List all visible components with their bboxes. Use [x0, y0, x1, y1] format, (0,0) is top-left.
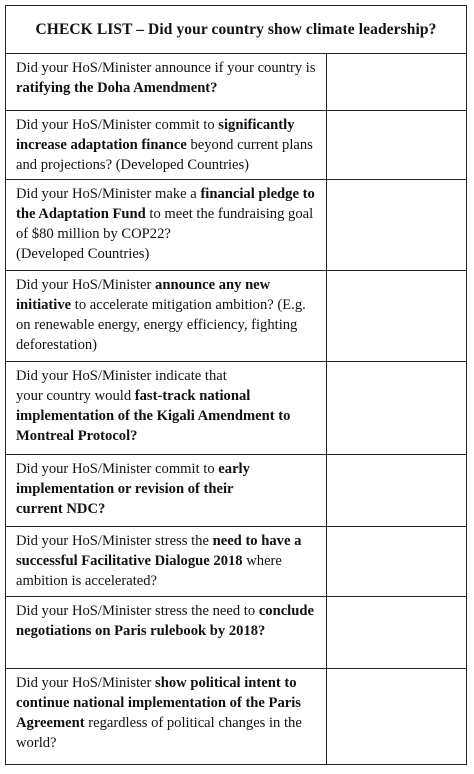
question-text: where ambition is accelerated?	[16, 553, 282, 589]
checklist-row	[6, 271, 466, 362]
question-text: Did your HoS/Minister commit to	[16, 117, 219, 133]
row-question	[6, 111, 327, 179]
question-emphasis: need to have a successful Facilitative Dialogue 2018	[16, 533, 302, 569]
question-emphasis: show political intent to continue national implementation of the Paris Agreement	[16, 675, 301, 731]
question-emphasis: early implementation or revision of their	[16, 461, 250, 497]
answer-cell[interactable]	[327, 54, 466, 110]
question-emphasis: fast-track national implementation of the Kigali Amendment to Montreal Protocol?	[16, 388, 291, 444]
answer-cell[interactable]	[327, 362, 466, 454]
answer-cell[interactable]	[327, 271, 466, 361]
row-question	[6, 455, 327, 526]
checklist-title: CHECK LIST – Did your country show climate leadership?	[6, 6, 466, 54]
checklist-row	[6, 455, 466, 527]
question-text: Did your HoS/Minister	[16, 277, 156, 293]
answer-cell[interactable]	[327, 669, 466, 764]
row-question	[6, 180, 327, 270]
question-emphasis: conclude negotiations on Paris rulebook by 2018?	[16, 603, 314, 639]
checklist-row	[6, 362, 466, 455]
question-text: Did your HoS/Minister announce if your country is	[16, 60, 316, 76]
question-text: Did your HoS/Minister stress the need to	[16, 603, 259, 619]
question-text: beyond current plans and projections? (Developed Countries)	[16, 137, 313, 173]
checklist-row	[6, 54, 466, 111]
question-text: Did your HoS/Minister indicate that	[16, 368, 227, 384]
checklist-row	[6, 669, 466, 764]
answer-cell[interactable]	[327, 455, 466, 526]
checklist-row	[6, 597, 466, 669]
question-text: to meet the fundraising goal of $80 million by COP22?	[16, 206, 314, 242]
question-emphasis: current NDC?	[16, 501, 106, 517]
question-text: Did your HoS/Minister commit to	[16, 461, 219, 477]
row-question	[6, 669, 327, 764]
answer-cell[interactable]	[327, 527, 466, 596]
answer-cell[interactable]	[327, 597, 466, 668]
question-text: Did your HoS/Minister	[16, 675, 156, 691]
question-text: regardless of political changes in the world?	[16, 715, 302, 751]
row-question	[6, 597, 327, 668]
row-question	[6, 54, 327, 110]
checklist-table	[5, 5, 467, 765]
answer-cell[interactable]	[327, 111, 466, 179]
question-text: your country would	[16, 388, 135, 404]
checklist-row	[6, 111, 466, 180]
question-emphasis: financial pledge to the Adaptation Fund	[16, 186, 315, 222]
question-emphasis: significantly increase adaptation finance	[16, 117, 295, 153]
question-emphasis: announce any new initiative	[16, 277, 271, 313]
question-text: Did your HoS/Minister stress the	[16, 533, 213, 549]
checklist-row	[6, 180, 466, 271]
row-question	[6, 527, 327, 596]
row-question	[6, 362, 327, 454]
question-emphasis: ratifying the Doha Amendment?	[16, 80, 218, 96]
row-question	[6, 271, 327, 361]
question-text: Did your HoS/Minister make a	[16, 186, 201, 202]
question-text: (Developed Countries)	[16, 246, 150, 262]
question-text: to accelerate mitigation ambition? (E.g. on renewable energy, energy efficiency, fighting deforestation)	[16, 297, 306, 353]
checklist-row	[6, 527, 466, 597]
answer-cell[interactable]	[327, 180, 466, 270]
